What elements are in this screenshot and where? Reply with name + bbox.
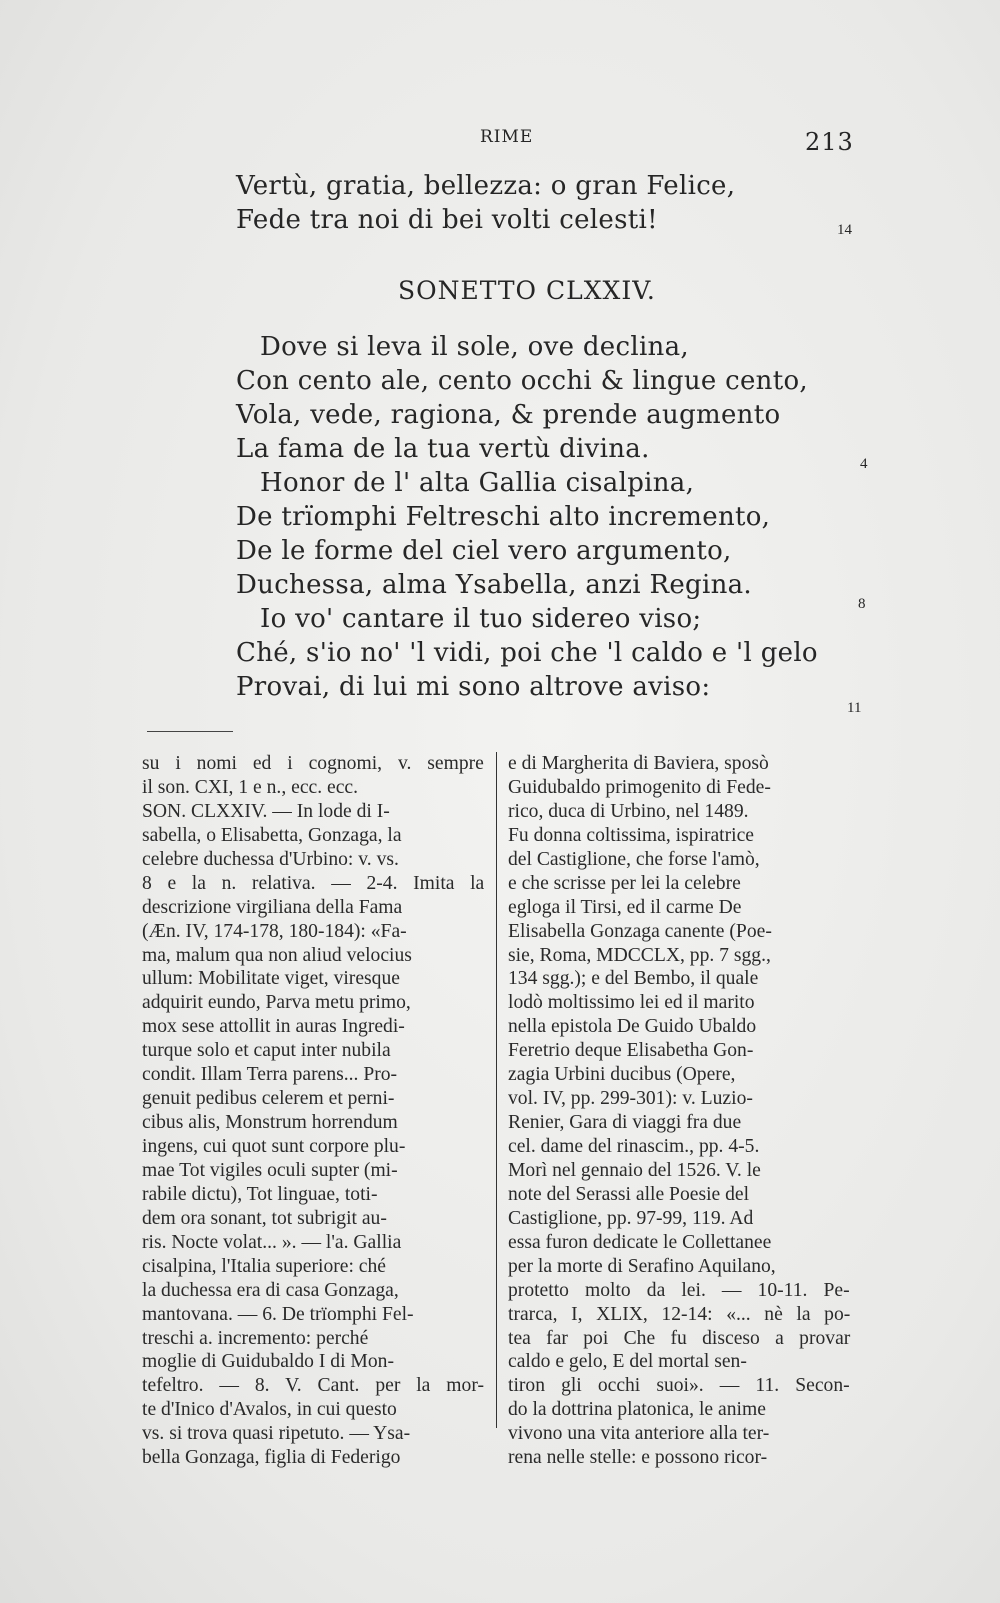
note-line: protetto molto da lei. — 10-11. Pe- <box>508 1279 850 1301</box>
note-line: mantovana. — 6. De trïomphi Fel- <box>142 1303 414 1325</box>
note-line: sie, Roma, MDCCLX, pp. 7 sgg., <box>508 944 771 966</box>
note-line: mox sese attollit in auras Ingredi- <box>142 1016 405 1038</box>
note-line: e che scrisse per lei la celebre <box>508 872 741 894</box>
running-head: RIME <box>480 127 534 147</box>
note-line: Fu donna coltissima, ispiratrice <box>508 824 754 846</box>
verse-line: Vola, vede, ragiona, & prende augmento <box>236 400 781 430</box>
sonnet-title: SONETTO CLXXIV. <box>398 276 656 305</box>
note-line: condit. Illam Terra parens... Pro- <box>142 1064 398 1086</box>
line-number: 8 <box>858 596 866 612</box>
notes-left-column <box>142 752 484 1470</box>
note-line: Castiglione, pp. 97-99, 119. Ad <box>508 1207 754 1229</box>
note-line: trarca, I, XLIX, 12-14: «... nè la po- <box>508 1303 851 1325</box>
note-line: vs. si trova quasi ripetuto. — Ysa- <box>142 1423 411 1445</box>
note-line: caldo e gelo, E del mortal sen- <box>508 1351 747 1373</box>
note-line: do la dottrina platonica, le anime <box>508 1399 766 1421</box>
note-line: tiron gli occhi suoi». — 11. Secon- <box>508 1375 850 1397</box>
note-line: note del Serassi alle Poesie del <box>508 1183 750 1205</box>
note-line: Feretrio deque Elisabetha Gon- <box>508 1040 754 1062</box>
verse-line: Dove si leva il sole, ove declina, <box>260 332 689 362</box>
footnote-separator <box>147 731 233 732</box>
verse-line: Provai, di lui mi sono altrove aviso: <box>236 672 711 702</box>
note-line: egloga il Tirsi, ed il carme De <box>508 896 742 918</box>
note-line: descrizione virgiliana della Fama <box>142 896 403 918</box>
note-line: del Castiglione, che forse l'amò, <box>508 848 760 870</box>
note-line: ullum: Mobilitate viget, viresque <box>142 968 400 990</box>
verse-line: Duchessa, alma Ysabella, anzi Regina. <box>236 570 752 600</box>
verse-line: Io vo' cantare il tuo sidereo viso; <box>260 604 702 634</box>
note-line: ingens, cui quot sunt corpore plu- <box>142 1136 406 1157</box>
note-line: vivono una vita anteriore alla ter- <box>508 1423 770 1445</box>
note-line: dem ora sonant, tot subrigit au- <box>142 1207 387 1229</box>
note-line: te d'Inico d'Avalos, in cui questo <box>142 1399 397 1421</box>
note-line: sabella, o Elisabetta, Gonzaga, la <box>142 824 402 846</box>
verse-line: Vertù, gratia, bellezza: o gran Felice, <box>236 171 736 201</box>
note-line: cibus alis, Monstrum horrendum <box>142 1112 398 1134</box>
verse-line: De trïomphi Feltreschi alto incremento, <box>236 502 771 532</box>
note-line: rico, duca di Urbino, nel 1489. <box>508 800 749 822</box>
note-line: ma, malum qua non aliud velocius <box>142 944 412 966</box>
note-line: adquirit eundo, Parva metu primo, <box>142 992 411 1014</box>
note-line: essa furon dedicate le Collettanee <box>508 1231 772 1253</box>
note-line: rena nelle stelle: e possono ricor- <box>508 1447 768 1469</box>
note-line: Morì nel gennaio del 1526. V. le <box>508 1159 761 1181</box>
note-line: la duchessa era di casa Gonzaga, <box>142 1279 399 1301</box>
note-line: SON. CLXXIV. — In lode di I- <box>142 800 390 822</box>
note-line: zagia Urbini ducibus (Opere, <box>508 1064 736 1086</box>
note-line: cel. dame del rinascim., pp. 4-5. <box>508 1136 760 1157</box>
verse-line: De le forme del ciel vero argumento, <box>236 536 732 566</box>
note-line: genuit pedibus celerem et perni- <box>142 1088 395 1110</box>
note-line: Guidubaldo primogenito di Fede- <box>508 776 771 798</box>
note-line: il son. CXI, 1 e n., ecc. ecc. <box>142 776 359 798</box>
verse-line: Con cento ale, cento occhi & lingue cento, <box>236 366 808 396</box>
note-line: treschi a. incremento: perché <box>142 1327 369 1349</box>
verse-line: La fama de la tua vertù divina. <box>236 434 650 464</box>
note-line: 8 e la n. relativa. — 2-4. Imita la <box>142 872 485 894</box>
note-line: e di Margherita di Baviera, sposò <box>508 753 769 774</box>
note-line: vol. IV, pp. 299-301): v. Luzio- <box>508 1088 753 1110</box>
note-line: su i nomi ed i cognomi, v. sempre <box>142 753 484 774</box>
note-line: per la morte di Serafino Aquilano, <box>508 1255 776 1277</box>
note-line: celebre duchessa d'Urbino: v. vs. <box>142 848 399 870</box>
note-line: ris. Nocte volat... ». — l'a. Gallia <box>142 1231 402 1253</box>
note-line: Elisabella Gonzaga canente (Poe- <box>508 920 772 942</box>
note-line: turque solo et caput inter nubila <box>142 1040 391 1062</box>
note-line: nella epistola De Guido Ubaldo <box>508 1016 757 1038</box>
note-line: tefeltro. — 8. V. Cant. per la mor- <box>142 1375 484 1397</box>
note-line: mae Tot vigiles oculi supter (mi- <box>142 1159 398 1181</box>
note-line: lodò moltissimo lei ed il marito <box>508 992 755 1014</box>
note-line: 134 sgg.); e del Bembo, il quale <box>508 968 759 990</box>
note-line: cisalpina, l'Italia superiore: ché <box>142 1255 386 1277</box>
verse-line: Honor de l' alta Gallia cisalpina, <box>260 468 695 498</box>
line-number: 4 <box>860 456 868 472</box>
note-line: tea far poi Che fu disceso a provar <box>508 1327 851 1349</box>
note-line: Renier, Gara di viaggi fra due <box>508 1112 742 1134</box>
note-line: (Æn. IV, 174-178, 180-184): «Fa- <box>142 920 407 942</box>
line-number: 11 <box>847 700 862 716</box>
verse-line: Ché, s'io no' 'l vidi, poi che 'l caldo e 'l gelo <box>236 638 818 668</box>
note-line: moglie di Guidubaldo I di Mon- <box>142 1351 394 1373</box>
notes-right-column <box>508 752 850 1470</box>
note-line: rabile dictu), Tot linguae, toti- <box>142 1183 378 1205</box>
note-line: bella Gonzaga, figlia di Federigo <box>142 1447 401 1469</box>
verse-line: Fede tra noi di bei volti celesti! <box>236 205 658 235</box>
column-divider <box>496 752 497 1428</box>
page-number: 213 <box>805 128 854 156</box>
line-number: 14 <box>837 222 852 238</box>
